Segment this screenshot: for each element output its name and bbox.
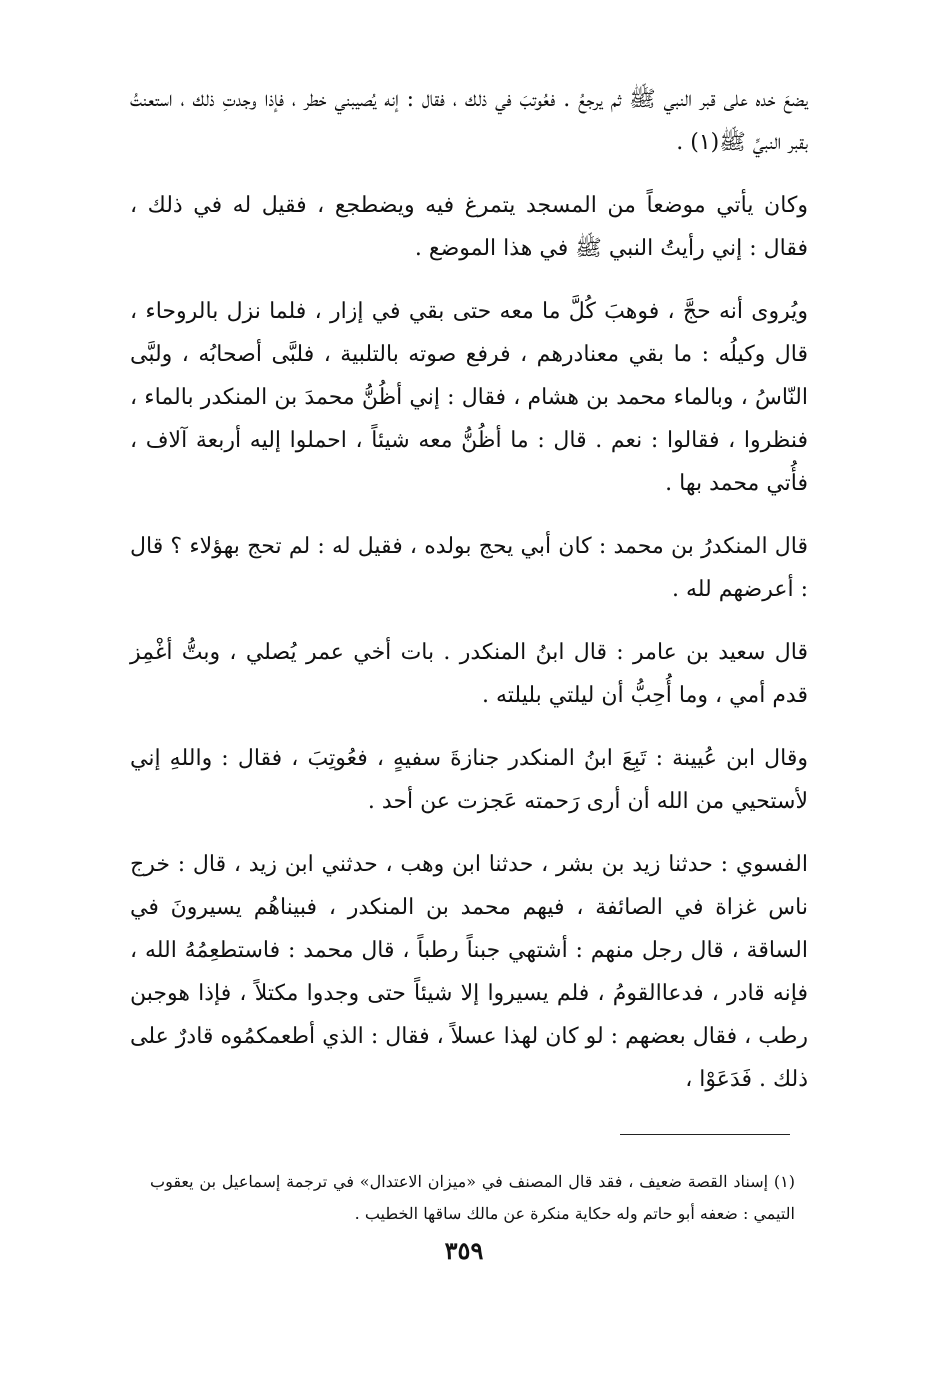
paragraph-6: وقال ابن عُيينة : تَبِعَ ابنُ المنكدر جنازةَ سفيهٍ ، فعُوتِبَ ، فقال : واللهِ إني لأستحيي من الله أن أرى رَحمته عَجزت عن أحد . [130,746,808,814]
footnote-divider [620,1134,790,1135]
paragraph-1: يضعَ خده على قبر النبي ﷺ ثم يرجعُ . فعُوتبَ في ذلك ، فقال : إنه يُصيبني خطر ، فإذا وجدتِ ذلك ، استعنتُ بقبر النبيِّ ﷺ(١) . [130,87,808,155]
paragraph-5: قال سعيد بن عامر : قال ابنُ المنكدر . بات أخي عمر يُصلي ، وبتُّ أغْمِز قدم أمي ، وما أُحِبُّ أن ليلتي بليلته . [130,640,808,708]
paragraph-2: وكان يأتي موضعاً من المسجد يتمرغ فيه ويضطجع ، فقيل له في ذلك ، فقال : إني رأيتُ النبي ﷺ في هذا الموضع . [130,193,808,261]
paragraph-7: الفسوي : حدثنا زيد بن بشر ، حدثنا ابن وهب ، حدثني ابن زيد ، قال : خرج ناس غزاة في الصائفة ، فيهم محمد بن المنكدر ، فبيناهُم يسيرونَ في الساقة ، قال رجل منهم : أشتهي جبناً رطباً ، قال محمد : فاستطعِمُهُ الله ، فإنه قادر ، فدعاالقومُ ، فلم يسيروا إلا شيئاً حتى وجدوا مكتلاً ، فإذا هوجبن رطب ، فقال بعضهم : لو كان لهذا عسلاً ، فقال : الذي أطعمكمُوه قادرٌ على ذلك . فَدَعَوْا ، [130,852,808,1092]
main-text [130,78,808,1121]
footnote: (١) إسناد القصة ضعيف ، فقد قال المصنف في «ميزان الاعتدال» في ترجمة إسماعيل بن يعقوب التيمي : ضعفه أبو حاتم وله حكاية منكرة عن مالك ساقها الخطيب . [150,1172,795,1223]
paragraph-4: قال المنكدرُ بن محمد : كان أبي يحج بولده ، فقيل له : لم تحج بهؤلاء ؟ قال : أعرضهم لله . [130,534,808,602]
paragraph-3: ويُروى أنه حجَّ ، فوهبَ كُلَّ ما معه حتى بقي في إزار ، فلما نزل بالروحاء ، قال وكيلُه : ما بقي معنادرهم ، فرفع صوته بالتلبية ، فلبَّى أصحابُه ، ولبَّى النّاسُ ، وبالماء محمد بن هشام ، فقال : إني أظُنُّ محمدَ بن المنكدر بالماء ، فنظروا ، فقالوا : نعم . قال : ما أظُنُّ معه شيئاً ، احملوا إليه أربعة آلاف ، فأُتي محمد بها . [130,299,808,496]
page-number: ٣٥٩ [444,1236,484,1265]
